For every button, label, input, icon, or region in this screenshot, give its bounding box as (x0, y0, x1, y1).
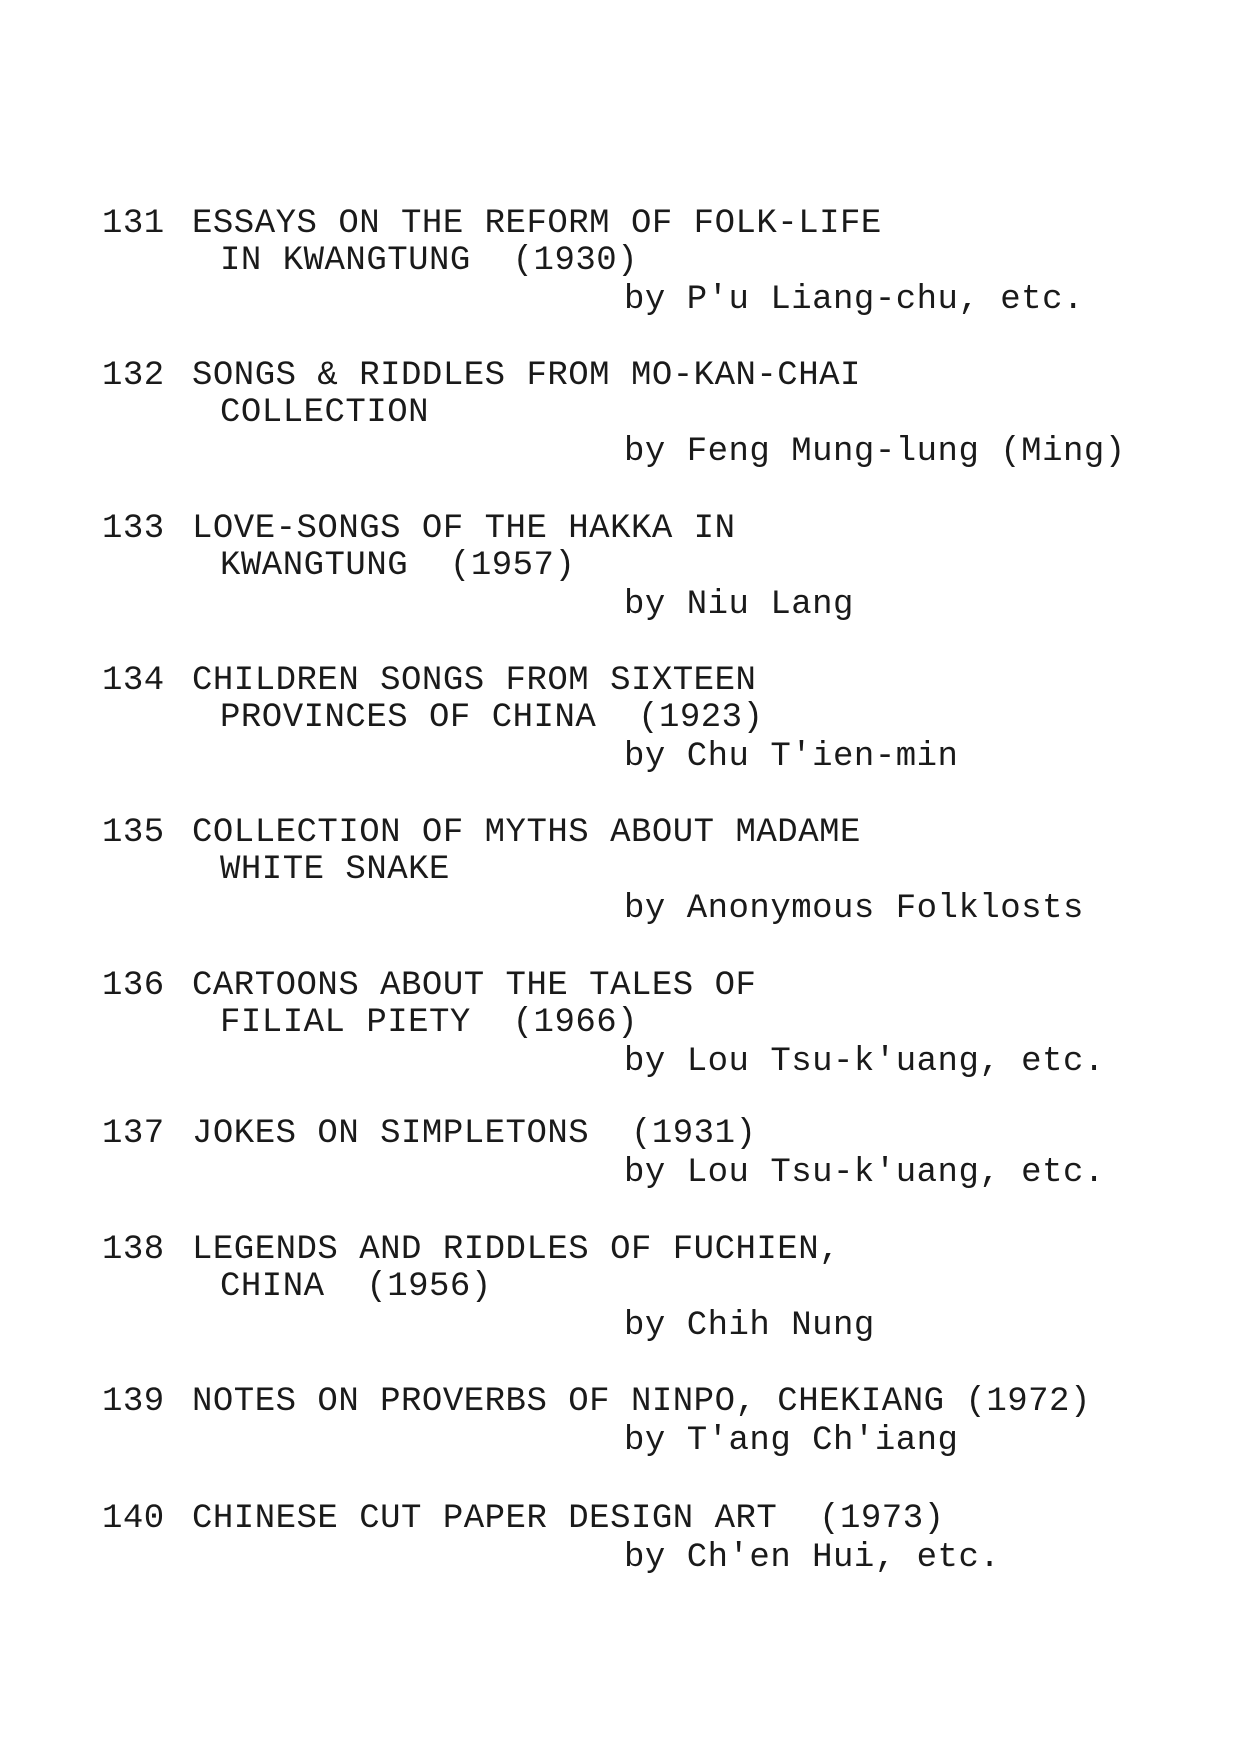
entry-number: 134 (102, 662, 165, 700)
entry-title-line (102, 968, 1222, 1005)
entry-number: 136 (102, 967, 165, 1005)
catalog-entry (102, 815, 1222, 928)
entry-title-line (102, 206, 1222, 243)
entry-author: by Feng Mung-lung (Ming) (624, 433, 1126, 471)
entry-title: ESSAYS ON THE REFORM OF FOLK-LIFE (192, 205, 882, 243)
entry-author: by P'u Liang-chu, etc. (624, 281, 1084, 319)
entry-title: NOTES ON PROVERBS OF NINPO, CHEKIANG (1972) (192, 1383, 1091, 1421)
catalog-entry (102, 1232, 1222, 1345)
entry-author: by Lou Tsu-k'uang, etc. (624, 1154, 1105, 1192)
entry-author: by Lou Tsu-k'uang, etc. (624, 1043, 1105, 1081)
catalog-entry (102, 206, 1222, 319)
catalog-entry (102, 358, 1222, 471)
entry-number: 131 (102, 205, 165, 243)
entry-author: by T'ang Ch'iang (624, 1422, 959, 1460)
entry-title-line (102, 358, 1222, 395)
entry-title-continuation: WHITE SNAKE (220, 851, 450, 889)
entry-number: 139 (102, 1383, 165, 1421)
entry-title-line (102, 1116, 1222, 1153)
catalog-entry (102, 1501, 1222, 1577)
entry-title-line (102, 1384, 1222, 1421)
entry-title: JOKES ON SIMPLETONS (1931) (192, 1115, 757, 1153)
entry-title: CHILDREN SONGS FROM SIXTEEN (192, 662, 757, 700)
entry-author: by Niu Lang (624, 586, 854, 624)
entry-author: by Chih Nung (624, 1307, 875, 1345)
entry-title-continuation: CHINA (1956) (220, 1268, 492, 1306)
entry-title-continuation: FILIAL PIETY (1966) (220, 1004, 639, 1042)
catalog-entry (102, 1384, 1222, 1460)
entry-number: 133 (102, 510, 165, 548)
entry-number: 135 (102, 814, 165, 852)
entry-title-line (102, 1501, 1222, 1538)
entry-title: LOVE-SONGS OF THE HAKKA IN (192, 510, 736, 548)
catalog-entry (102, 1116, 1222, 1192)
entry-author: by Chu T'ien-min (624, 738, 959, 776)
entry-author: by Anonymous Folklosts (624, 890, 1084, 928)
entry-title-line (102, 511, 1222, 548)
entry-title-continuation: PROVINCES OF CHINA (1923) (220, 699, 764, 737)
entry-number: 140 (102, 1500, 165, 1538)
entry-title: SONGS & RIDDLES FROM MO-KAN-CHAI (192, 357, 861, 395)
entry-title: CARTOONS ABOUT THE TALES OF (192, 967, 757, 1005)
entry-title-continuation: IN KWANGTUNG (1930) (220, 242, 639, 280)
entry-title-line (102, 1232, 1222, 1269)
catalog-entry (102, 511, 1222, 624)
entry-number: 132 (102, 357, 165, 395)
entry-title: COLLECTION OF MYTHS ABOUT MADAME (192, 814, 861, 852)
entry-title-continuation: KWANGTUNG (1957) (220, 547, 576, 585)
entry-title-line (102, 663, 1222, 700)
catalog-entry (102, 663, 1222, 776)
entry-author: by Ch'en Hui, etc. (624, 1539, 1001, 1577)
entry-title-line (102, 815, 1222, 852)
entry-number: 137 (102, 1115, 165, 1153)
entry-number: 138 (102, 1231, 165, 1269)
entry-title: CHINESE CUT PAPER DESIGN ART (1973) (192, 1500, 945, 1538)
entry-title-continuation: COLLECTION (220, 394, 430, 432)
entry-title: LEGENDS AND RIDDLES OF FUCHIEN, (192, 1231, 841, 1269)
catalog-entry (102, 968, 1222, 1081)
